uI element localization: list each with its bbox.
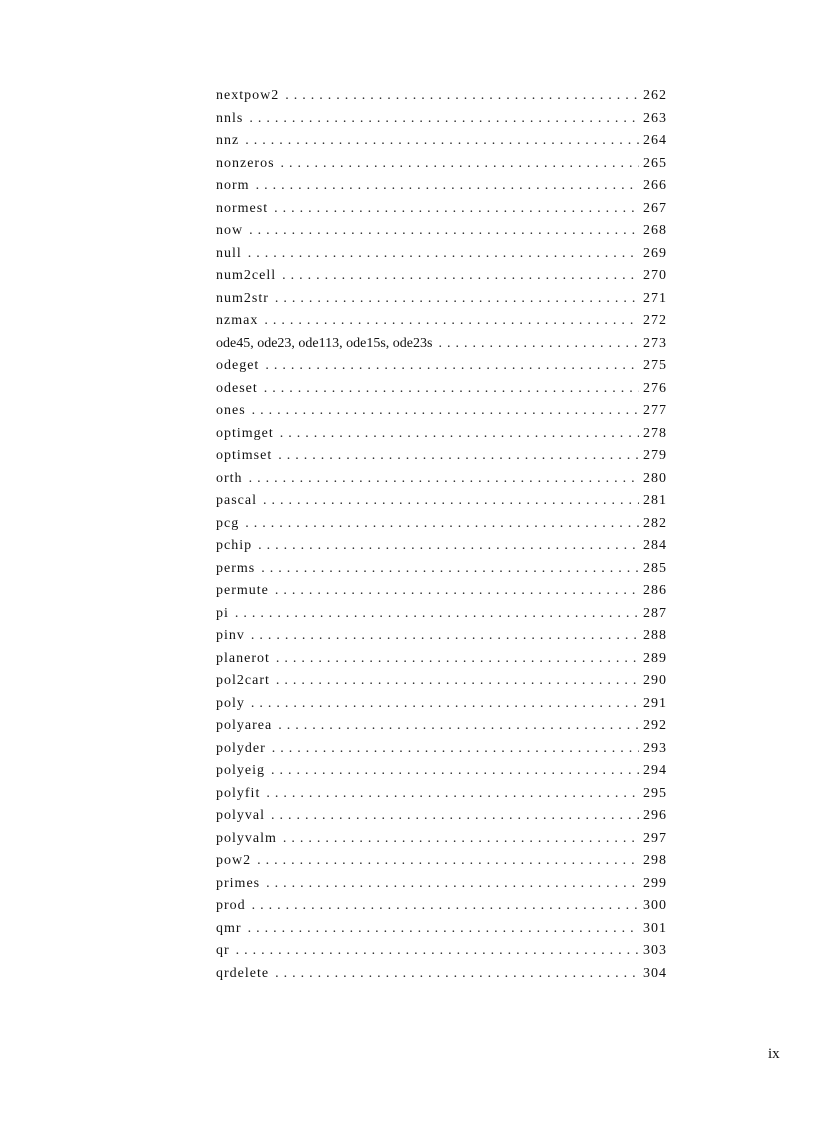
dot-leader — [275, 966, 639, 982]
toc-entry-page: 285 — [643, 560, 667, 576]
toc-entry[interactable] — [216, 516, 667, 539]
toc-entry-page: 269 — [643, 245, 667, 261]
toc-entry-label: pol2cart — [216, 673, 270, 688]
toc-entry[interactable] — [216, 808, 667, 831]
dot-leader — [263, 493, 639, 509]
toc-entry-label: primes — [216, 875, 261, 891]
toc-entry-page: 273 — [643, 335, 667, 351]
toc-entry-page: 281 — [643, 493, 667, 508]
dot-leader — [272, 741, 639, 757]
toc-entry-label: qrdelete — [216, 965, 270, 981]
toc-entry[interactable] — [216, 336, 667, 359]
toc-entry-label: polyarea — [216, 718, 273, 733]
toc-entry-label: null — [216, 245, 242, 261]
dot-leader — [248, 246, 639, 262]
dot-leader — [274, 201, 639, 217]
toc-entry-label: polyvalm — [216, 830, 277, 846]
toc-entry-label: pchip — [216, 538, 253, 553]
toc-entry-page: 278 — [643, 425, 667, 441]
toc-entry[interactable] — [216, 246, 667, 269]
dot-leader — [278, 448, 639, 464]
toc-entry[interactable] — [216, 606, 667, 629]
toc-entry-page: 266 — [643, 178, 667, 193]
toc-entry-label: orth — [216, 470, 243, 486]
dot-leader — [264, 381, 639, 397]
toc-entry[interactable] — [216, 268, 667, 291]
toc-entry[interactable] — [216, 786, 667, 809]
toc-entry-label: num2str — [216, 290, 269, 306]
toc-entry[interactable] — [216, 943, 667, 966]
page-number: ix — [768, 1046, 780, 1062]
toc-entry-page: 300 — [643, 898, 667, 913]
dot-leader — [281, 156, 639, 172]
toc-entry-label: norm — [216, 178, 250, 193]
toc-entry[interactable] — [216, 898, 667, 921]
dot-leader — [249, 223, 639, 239]
dot-leader — [283, 831, 639, 847]
dot-leader — [438, 336, 639, 352]
toc-entry-label: poly — [216, 695, 245, 711]
toc-entry-page: 290 — [643, 673, 667, 688]
toc-entry-label: polyval — [216, 808, 265, 823]
toc-entry-label: permute — [216, 583, 269, 598]
dot-leader — [276, 651, 639, 667]
toc-entry-label: optimget — [216, 425, 274, 441]
toc-entry[interactable] — [216, 696, 667, 719]
toc-entry[interactable] — [216, 178, 667, 201]
dot-leader — [278, 718, 639, 734]
toc-entry-page: 279 — [643, 448, 667, 463]
toc-entry-label: normest — [216, 200, 269, 216]
toc-entry[interactable] — [216, 763, 667, 786]
dot-leader — [266, 876, 639, 892]
toc-entry-label: nextpow2 — [216, 88, 280, 103]
dot-leader — [245, 516, 639, 532]
dot-leader — [257, 853, 639, 869]
toc-entry-label: nnls — [216, 110, 244, 126]
toc-entry-page: 291 — [643, 695, 667, 711]
toc-entry-page: 271 — [643, 290, 667, 306]
toc-entry[interactable] — [216, 448, 667, 471]
dot-leader — [264, 313, 639, 329]
toc-entry[interactable] — [216, 313, 667, 336]
toc-entry[interactable] — [216, 403, 667, 426]
toc-entry[interactable] — [216, 853, 667, 876]
toc-entry-page: 277 — [643, 403, 667, 418]
toc-entry-label: nzmax — [216, 313, 259, 328]
toc-entry-page: 265 — [643, 155, 667, 171]
table-of-contents — [216, 88, 667, 988]
toc-entry[interactable] — [216, 741, 667, 764]
dot-leader — [265, 358, 639, 374]
toc-entry[interactable] — [216, 426, 667, 449]
toc-entry-label: now — [216, 223, 244, 238]
toc-entry[interactable] — [216, 133, 667, 156]
toc-entry[interactable] — [216, 493, 667, 516]
toc-entry-page: 284 — [643, 538, 667, 553]
dot-leader — [236, 943, 639, 959]
toc-entry-page: 280 — [643, 470, 667, 486]
dot-leader — [249, 471, 639, 487]
toc-entry[interactable] — [216, 156, 667, 179]
toc-entry-page: 275 — [643, 358, 667, 373]
dot-leader — [252, 898, 639, 914]
toc-entry-label: optimset — [216, 448, 273, 463]
dot-leader — [251, 628, 639, 644]
dot-leader — [251, 696, 639, 712]
toc-entry-label: polyfit — [216, 785, 261, 801]
toc-entry-label: pow2 — [216, 853, 252, 868]
toc-entry-label: pi — [216, 605, 229, 621]
toc-entry[interactable] — [216, 673, 667, 696]
toc-entry-label: pascal — [216, 493, 257, 508]
toc-entry-page: 304 — [643, 965, 667, 981]
toc-entry[interactable] — [216, 538, 667, 561]
toc-entry-page: 296 — [643, 808, 667, 823]
dot-leader — [276, 673, 639, 689]
toc-entry-page: 264 — [643, 133, 667, 148]
dot-leader — [266, 786, 639, 802]
toc-entry-page: 295 — [643, 785, 667, 801]
toc-entry-page: 287 — [643, 605, 667, 621]
dot-leader — [235, 606, 639, 622]
dot-leader — [285, 88, 639, 104]
dot-leader — [282, 268, 639, 284]
toc-entry[interactable] — [216, 921, 667, 944]
toc-entry-label: ode45, ode23, ode113, ode15s, ode23s — [216, 335, 433, 351]
toc-entry-page: 263 — [643, 110, 667, 126]
dot-leader — [256, 178, 639, 194]
toc-entry[interactable] — [216, 201, 667, 224]
toc-entry[interactable] — [216, 876, 667, 899]
toc-entry-page: 262 — [643, 88, 667, 103]
dot-leader — [271, 763, 639, 779]
toc-entry[interactable] — [216, 358, 667, 381]
toc-entry[interactable] — [216, 966, 667, 989]
toc-entry[interactable] — [216, 831, 667, 854]
toc-entry-label: pcg — [216, 515, 240, 531]
toc-entry[interactable] — [216, 628, 667, 651]
toc-entry[interactable] — [216, 291, 667, 314]
toc-entry-page: 293 — [643, 740, 667, 756]
dot-leader — [280, 426, 639, 442]
toc-entry-page: 289 — [643, 650, 667, 666]
toc-entry-page: 301 — [643, 920, 667, 936]
toc-entry-label: polyeig — [216, 763, 265, 778]
toc-entry-page: 267 — [643, 200, 667, 216]
dot-leader — [245, 133, 639, 149]
toc-entry-page: 282 — [643, 515, 667, 531]
toc-entry[interactable] — [216, 471, 667, 494]
toc-entry-page: 303 — [643, 943, 667, 958]
toc-entry-label: qmr — [216, 920, 242, 936]
toc-entry-label: nnz — [216, 133, 240, 148]
toc-entry-page: 270 — [643, 268, 667, 283]
toc-entry[interactable] — [216, 718, 667, 741]
dot-leader — [271, 808, 639, 824]
toc-entry[interactable] — [216, 651, 667, 674]
toc-entry-label: odeset — [216, 380, 258, 396]
toc-entry-label: pinv — [216, 628, 245, 643]
dot-leader — [249, 111, 639, 127]
dot-leader — [261, 561, 639, 577]
toc-entry[interactable] — [216, 111, 667, 134]
toc-entry-page: 298 — [643, 853, 667, 868]
dot-leader — [252, 403, 639, 419]
dot-leader — [248, 921, 639, 937]
toc-entry-label: planerot — [216, 650, 270, 666]
toc-entry-page: 299 — [643, 875, 667, 891]
dot-leader — [275, 291, 639, 307]
toc-entry-page: 272 — [643, 313, 667, 328]
toc-entry-label: prod — [216, 898, 246, 913]
toc-entry-label: polyder — [216, 740, 266, 756]
toc-entry-page: 276 — [643, 380, 667, 396]
toc-entry[interactable] — [216, 561, 667, 584]
toc-entry-page: 294 — [643, 763, 667, 778]
toc-entry-label: perms — [216, 560, 256, 576]
toc-entry-label: num2cell — [216, 268, 277, 283]
toc-entry[interactable] — [216, 583, 667, 606]
dot-leader — [275, 583, 639, 599]
toc-entry[interactable] — [216, 223, 667, 246]
toc-entry[interactable] — [216, 381, 667, 404]
toc-entry-page: 288 — [643, 628, 667, 643]
toc-entry-label: ones — [216, 403, 246, 418]
dot-leader — [258, 538, 639, 554]
toc-entry-label: nonzeros — [216, 155, 275, 171]
toc-entry-page: 297 — [643, 830, 667, 846]
toc-entry-label: qr — [216, 943, 230, 958]
toc-entry-page: 268 — [643, 223, 667, 238]
toc-entry-page: 292 — [643, 718, 667, 733]
toc-entry[interactable] — [216, 88, 667, 111]
toc-entry-page: 286 — [643, 583, 667, 598]
toc-entry-label: odeget — [216, 358, 260, 373]
